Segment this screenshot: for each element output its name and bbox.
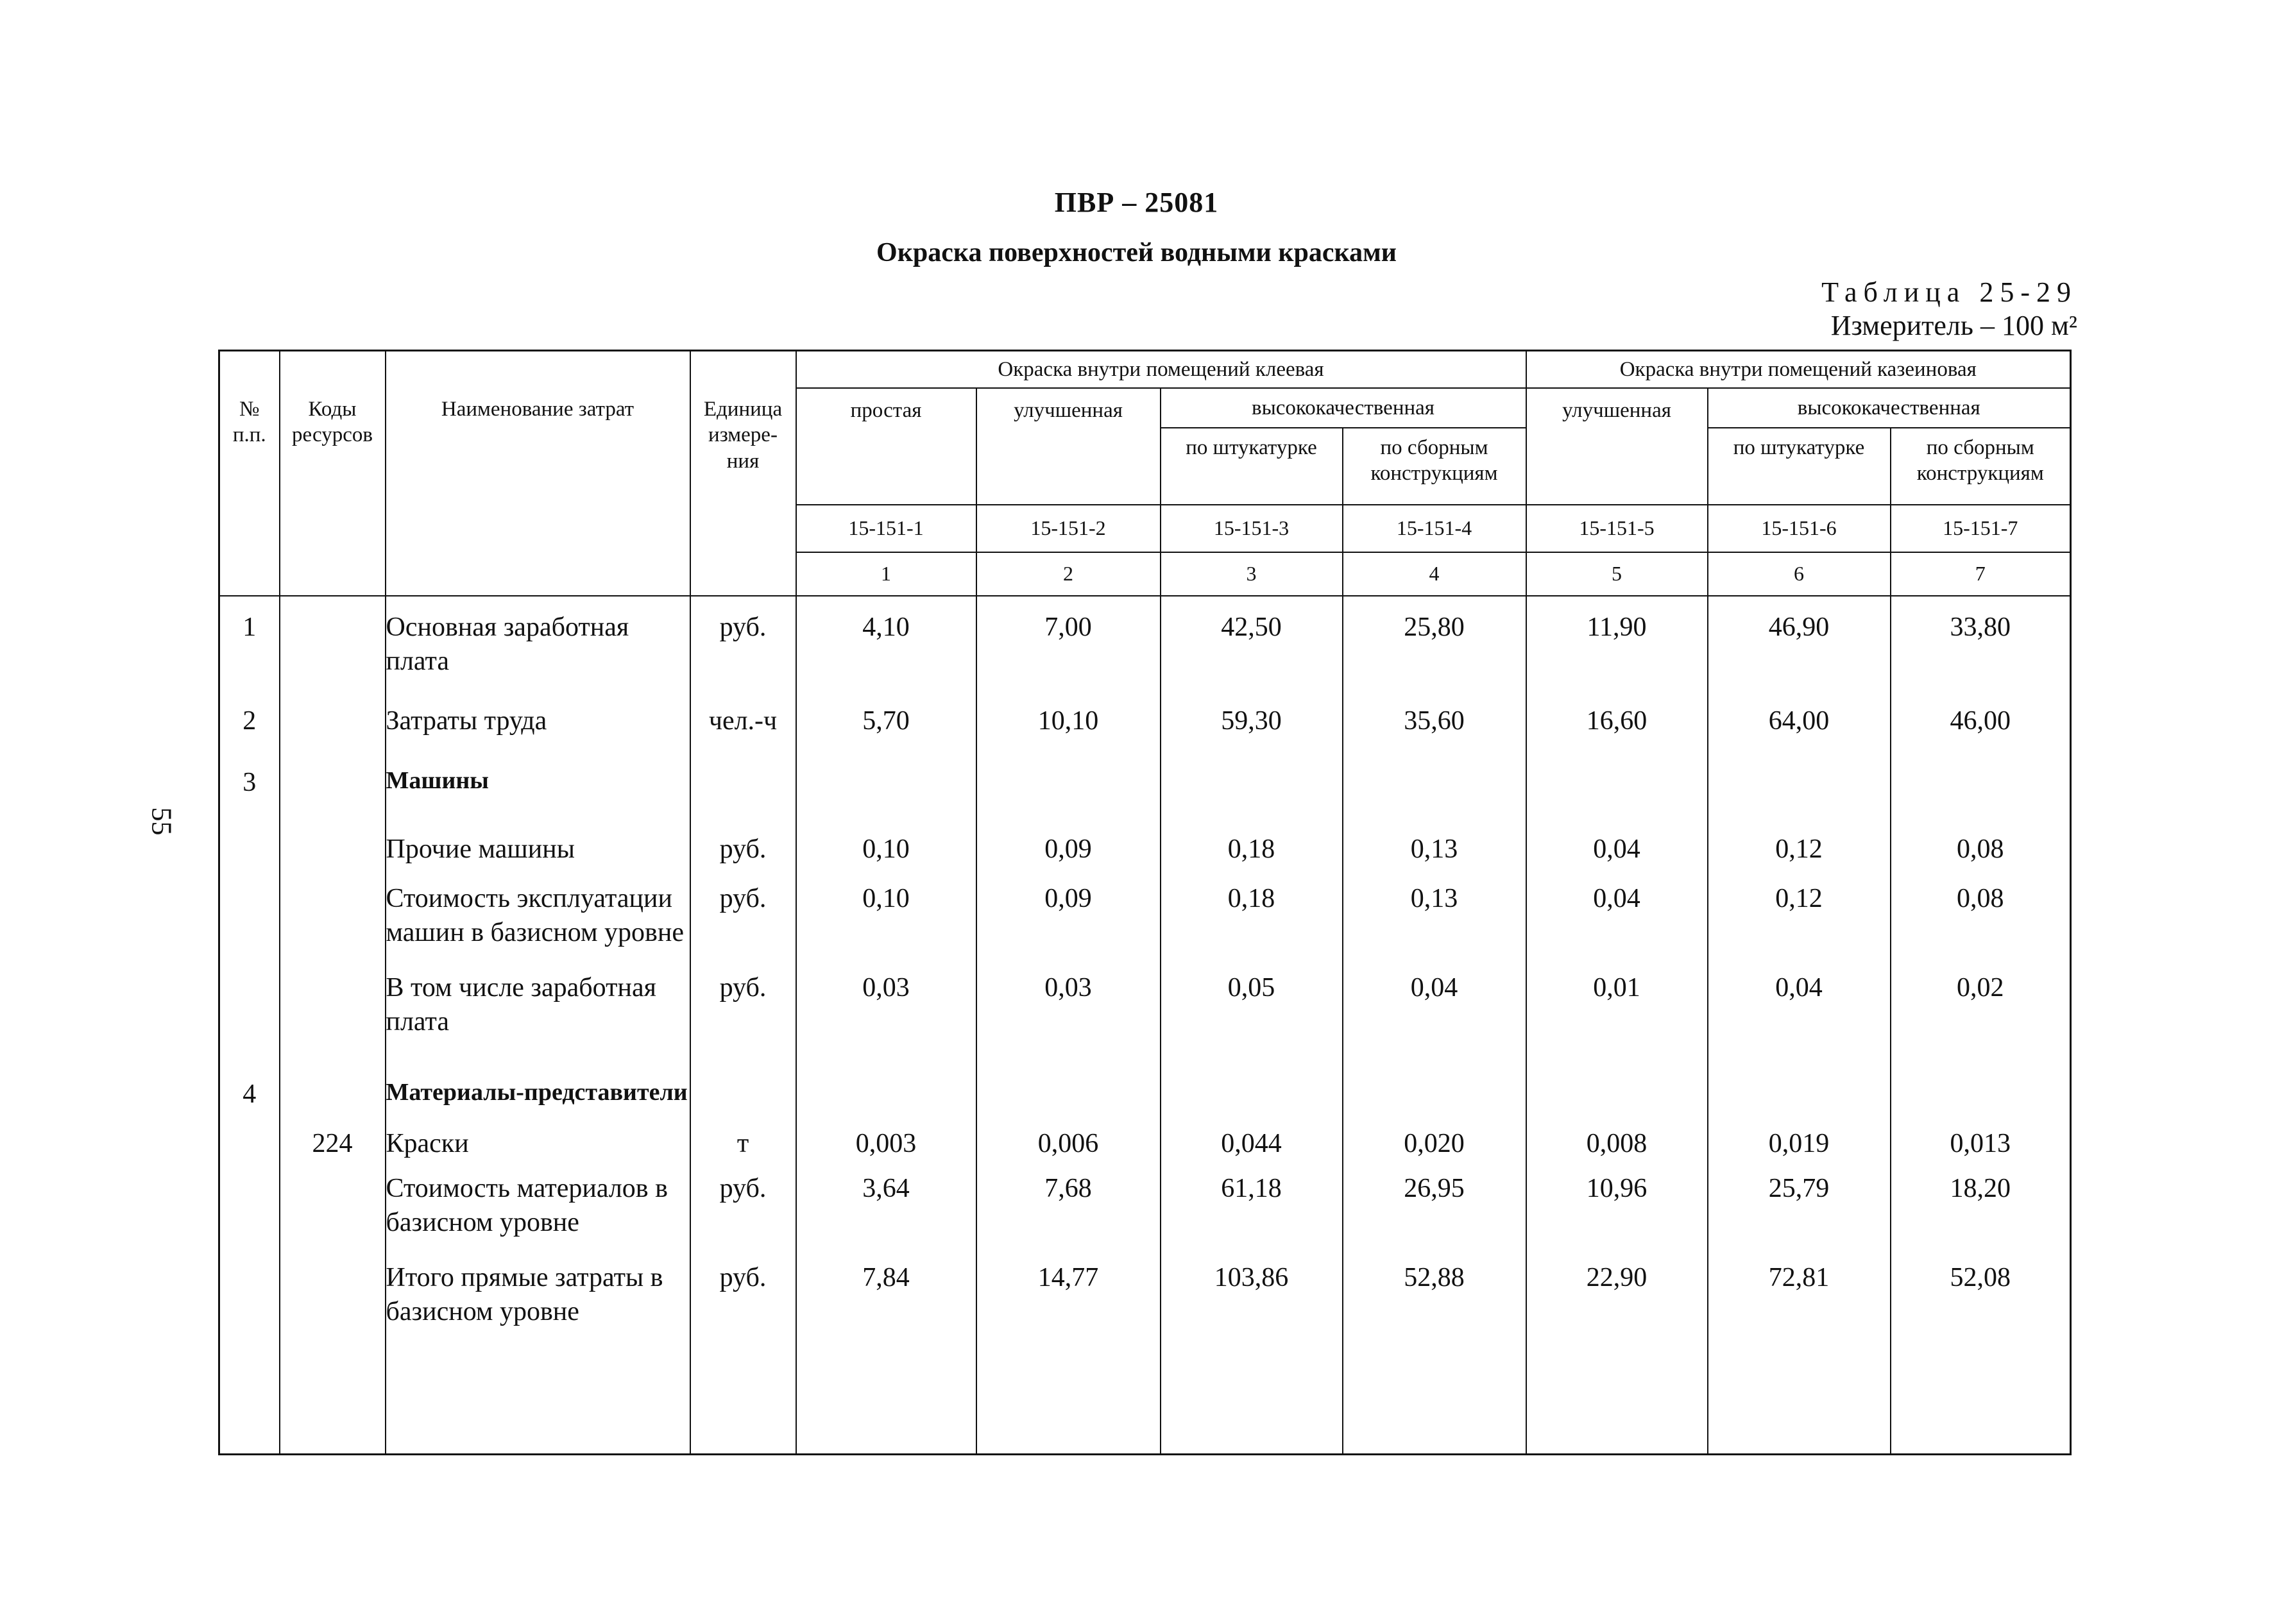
value-cell: 3,64 (796, 1172, 976, 1261)
value-cell: 0,04 (1526, 882, 1708, 971)
value-cell (1161, 749, 1343, 816)
unit: руб. (690, 1172, 796, 1261)
value-cell: 0,019 (1708, 1127, 1891, 1172)
table-row (219, 1127, 2071, 1172)
resource-code (280, 596, 386, 704)
table-row (219, 816, 2071, 883)
header-unit: Единица измере- ния (690, 351, 796, 596)
price-code: 15-151-3 (1161, 505, 1343, 552)
table-row (219, 596, 2071, 704)
resource-code (280, 816, 386, 883)
value-cell: 7,00 (976, 596, 1161, 704)
unit (690, 1061, 796, 1128)
value-cell: 0,12 (1708, 816, 1891, 883)
value-cell: 72,81 (1708, 1261, 1891, 1455)
value-cell (976, 749, 1161, 816)
section-heading-materials: Материалы-представители (386, 1061, 690, 1128)
header-index: № п.п. (219, 351, 280, 596)
value-cell: 0,003 (796, 1127, 976, 1172)
price-code: 15-151-4 (1343, 505, 1526, 552)
value-cell (1708, 1061, 1891, 1128)
value-cell: 0,04 (1708, 971, 1891, 1060)
cost-name: Прочие машины (386, 816, 690, 883)
value-cell: 42,50 (1161, 596, 1343, 704)
resource-code: 224 (280, 1127, 386, 1172)
value-cell: 0,044 (1161, 1127, 1343, 1172)
value-cell: 0,013 (1891, 1127, 2071, 1172)
value-cell: 0,008 (1526, 1127, 1708, 1172)
column-number: 4 (1343, 552, 1526, 596)
unit: чел.-ч (690, 704, 796, 749)
value-cell (796, 749, 976, 816)
header-prefab: по сборным конструкциям (1343, 428, 1526, 505)
header-high-quality-casein: высококачественная (1708, 388, 2071, 428)
measure-unit: Измеритель – 100 м² (1830, 310, 2077, 341)
row-index (219, 816, 280, 883)
header-plaster-casein: по штукатурке (1708, 428, 1891, 505)
header-group-glue: Окраска внутри помещений клеевая (796, 351, 1526, 389)
cost-name: Основная заработная плата (386, 596, 690, 704)
cost-table (218, 350, 2072, 1455)
header-codes: Коды ресурсов (280, 351, 386, 596)
value-cell (1526, 1061, 1708, 1128)
value-cell: 59,30 (1161, 704, 1343, 749)
table-row (219, 971, 2071, 1060)
value-cell: 0,020 (1343, 1127, 1526, 1172)
table-number: Таблица 25-29 (1821, 276, 2077, 308)
value-cell: 4,10 (796, 596, 976, 704)
value-cell: 0,03 (976, 971, 1161, 1060)
document-title: ПВР – 25081 (1054, 187, 1219, 218)
price-code: 15-151-6 (1708, 505, 1891, 552)
value-cell (1708, 749, 1891, 816)
value-cell: 0,03 (796, 971, 976, 1060)
value-cell: 0,08 (1891, 882, 2071, 971)
value-cell: 0,13 (1343, 816, 1526, 883)
value-cell: 33,80 (1891, 596, 2071, 704)
value-cell: 52,88 (1343, 1261, 1526, 1455)
value-cell: 0,12 (1708, 882, 1891, 971)
price-code: 15-151-2 (976, 505, 1161, 552)
value-cell: 22,90 (1526, 1261, 1708, 1455)
value-cell: 0,04 (1343, 971, 1526, 1060)
row-index: 4 (219, 1061, 280, 1128)
unit: т (690, 1127, 796, 1172)
value-cell: 0,13 (1343, 882, 1526, 971)
row-index (219, 882, 280, 971)
value-cell: 52,08 (1891, 1261, 2071, 1455)
value-cell (1161, 1061, 1343, 1128)
table-row (219, 882, 2071, 971)
value-cell: 7,84 (796, 1261, 976, 1455)
price-code: 15-151-7 (1891, 505, 2071, 552)
value-cell (976, 1061, 1161, 1128)
value-cell (1891, 1061, 2071, 1128)
table-row (219, 1061, 2071, 1128)
value-cell: 0,18 (1161, 816, 1343, 883)
unit: руб. (690, 816, 796, 883)
cost-name: Затраты труда (386, 704, 690, 749)
row-index: 2 (219, 704, 280, 749)
column-number: 5 (1526, 552, 1708, 596)
header-high-quality: высококачественная (1161, 388, 1526, 428)
value-cell: 0,05 (1161, 971, 1343, 1060)
table-row (219, 704, 2071, 749)
value-cell (1343, 1061, 1526, 1128)
value-cell (1526, 749, 1708, 816)
row-index (219, 1261, 280, 1455)
header-prefab-casein: по сборным конструкциям (1891, 428, 2071, 505)
header-name: Наименование затрат (386, 351, 690, 596)
header-improved-casein: улучшенная (1526, 388, 1708, 505)
value-cell (1343, 749, 1526, 816)
resource-code (280, 704, 386, 749)
header-plaster: по штукатурке (1161, 428, 1343, 505)
value-cell (1891, 749, 2071, 816)
resource-code (280, 1061, 386, 1128)
value-cell: 61,18 (1161, 1172, 1343, 1261)
header-simple: простая (796, 388, 976, 505)
value-cell: 0,10 (796, 816, 976, 883)
table-row (219, 1261, 2071, 1455)
value-cell: 0,09 (976, 882, 1161, 971)
row-index (219, 1172, 280, 1261)
header-group-casein: Окраска внутри помещений казеиновая (1526, 351, 2071, 389)
value-cell: 5,70 (796, 704, 976, 749)
table-row (219, 1172, 2071, 1261)
column-number: 7 (1891, 552, 2071, 596)
price-code: 15-151-1 (796, 505, 976, 552)
resource-code (280, 749, 386, 816)
document-subtitle: Окраска поверхностей водными красками (876, 238, 1397, 267)
value-cell: 0,04 (1526, 816, 1708, 883)
unit: руб. (690, 596, 796, 704)
cost-name: Краски (386, 1127, 690, 1172)
cost-name: Итого прямые затраты в базисном уровне (386, 1261, 690, 1455)
row-index (219, 971, 280, 1060)
value-cell (796, 1061, 976, 1128)
value-cell: 46,00 (1891, 704, 2071, 749)
column-number: 3 (1161, 552, 1343, 596)
value-cell: 26,95 (1343, 1172, 1526, 1261)
value-cell: 10,96 (1526, 1172, 1708, 1261)
resource-code (280, 1261, 386, 1455)
row-index (219, 1127, 280, 1172)
cost-name: Стоимость эксплуатации машин в базисном уровне (386, 882, 690, 971)
value-cell: 7,68 (976, 1172, 1161, 1261)
resource-code (280, 882, 386, 971)
row-index: 1 (219, 596, 280, 704)
value-cell: 14,77 (976, 1261, 1161, 1455)
value-cell: 11,90 (1526, 596, 1708, 704)
section-heading-machines: Машины (386, 749, 690, 816)
page-number: 55 (146, 807, 178, 836)
price-code: 15-151-5 (1526, 505, 1708, 552)
table-row (219, 749, 2071, 816)
column-number: 1 (796, 552, 976, 596)
value-cell: 46,90 (1708, 596, 1891, 704)
unit: руб. (690, 882, 796, 971)
value-cell: 0,02 (1891, 971, 2071, 1060)
value-cell: 103,86 (1161, 1261, 1343, 1455)
unit: руб. (690, 1261, 796, 1455)
value-cell: 18,20 (1891, 1172, 2071, 1261)
value-cell: 35,60 (1343, 704, 1526, 749)
header-improved: улучшенная (976, 388, 1161, 505)
value-cell: 0,10 (796, 882, 976, 971)
value-cell: 0,09 (976, 816, 1161, 883)
column-number: 6 (1708, 552, 1891, 596)
column-number: 2 (976, 552, 1161, 596)
value-cell: 25,80 (1343, 596, 1526, 704)
value-cell: 10,10 (976, 704, 1161, 749)
cost-name: В том числе заработная плата (386, 971, 690, 1060)
value-cell: 64,00 (1708, 704, 1891, 749)
row-index: 3 (219, 749, 280, 816)
value-cell: 0,01 (1526, 971, 1708, 1060)
value-cell: 0,18 (1161, 882, 1343, 971)
resource-code (280, 1172, 386, 1261)
resource-code (280, 971, 386, 1060)
value-cell: 0,006 (976, 1127, 1161, 1172)
unit: руб. (690, 971, 796, 1060)
cost-name: Стоимость материалов в базисном уровне (386, 1172, 690, 1261)
value-cell: 16,60 (1526, 704, 1708, 749)
value-cell: 0,08 (1891, 816, 2071, 883)
unit (690, 749, 796, 816)
value-cell: 25,79 (1708, 1172, 1891, 1261)
